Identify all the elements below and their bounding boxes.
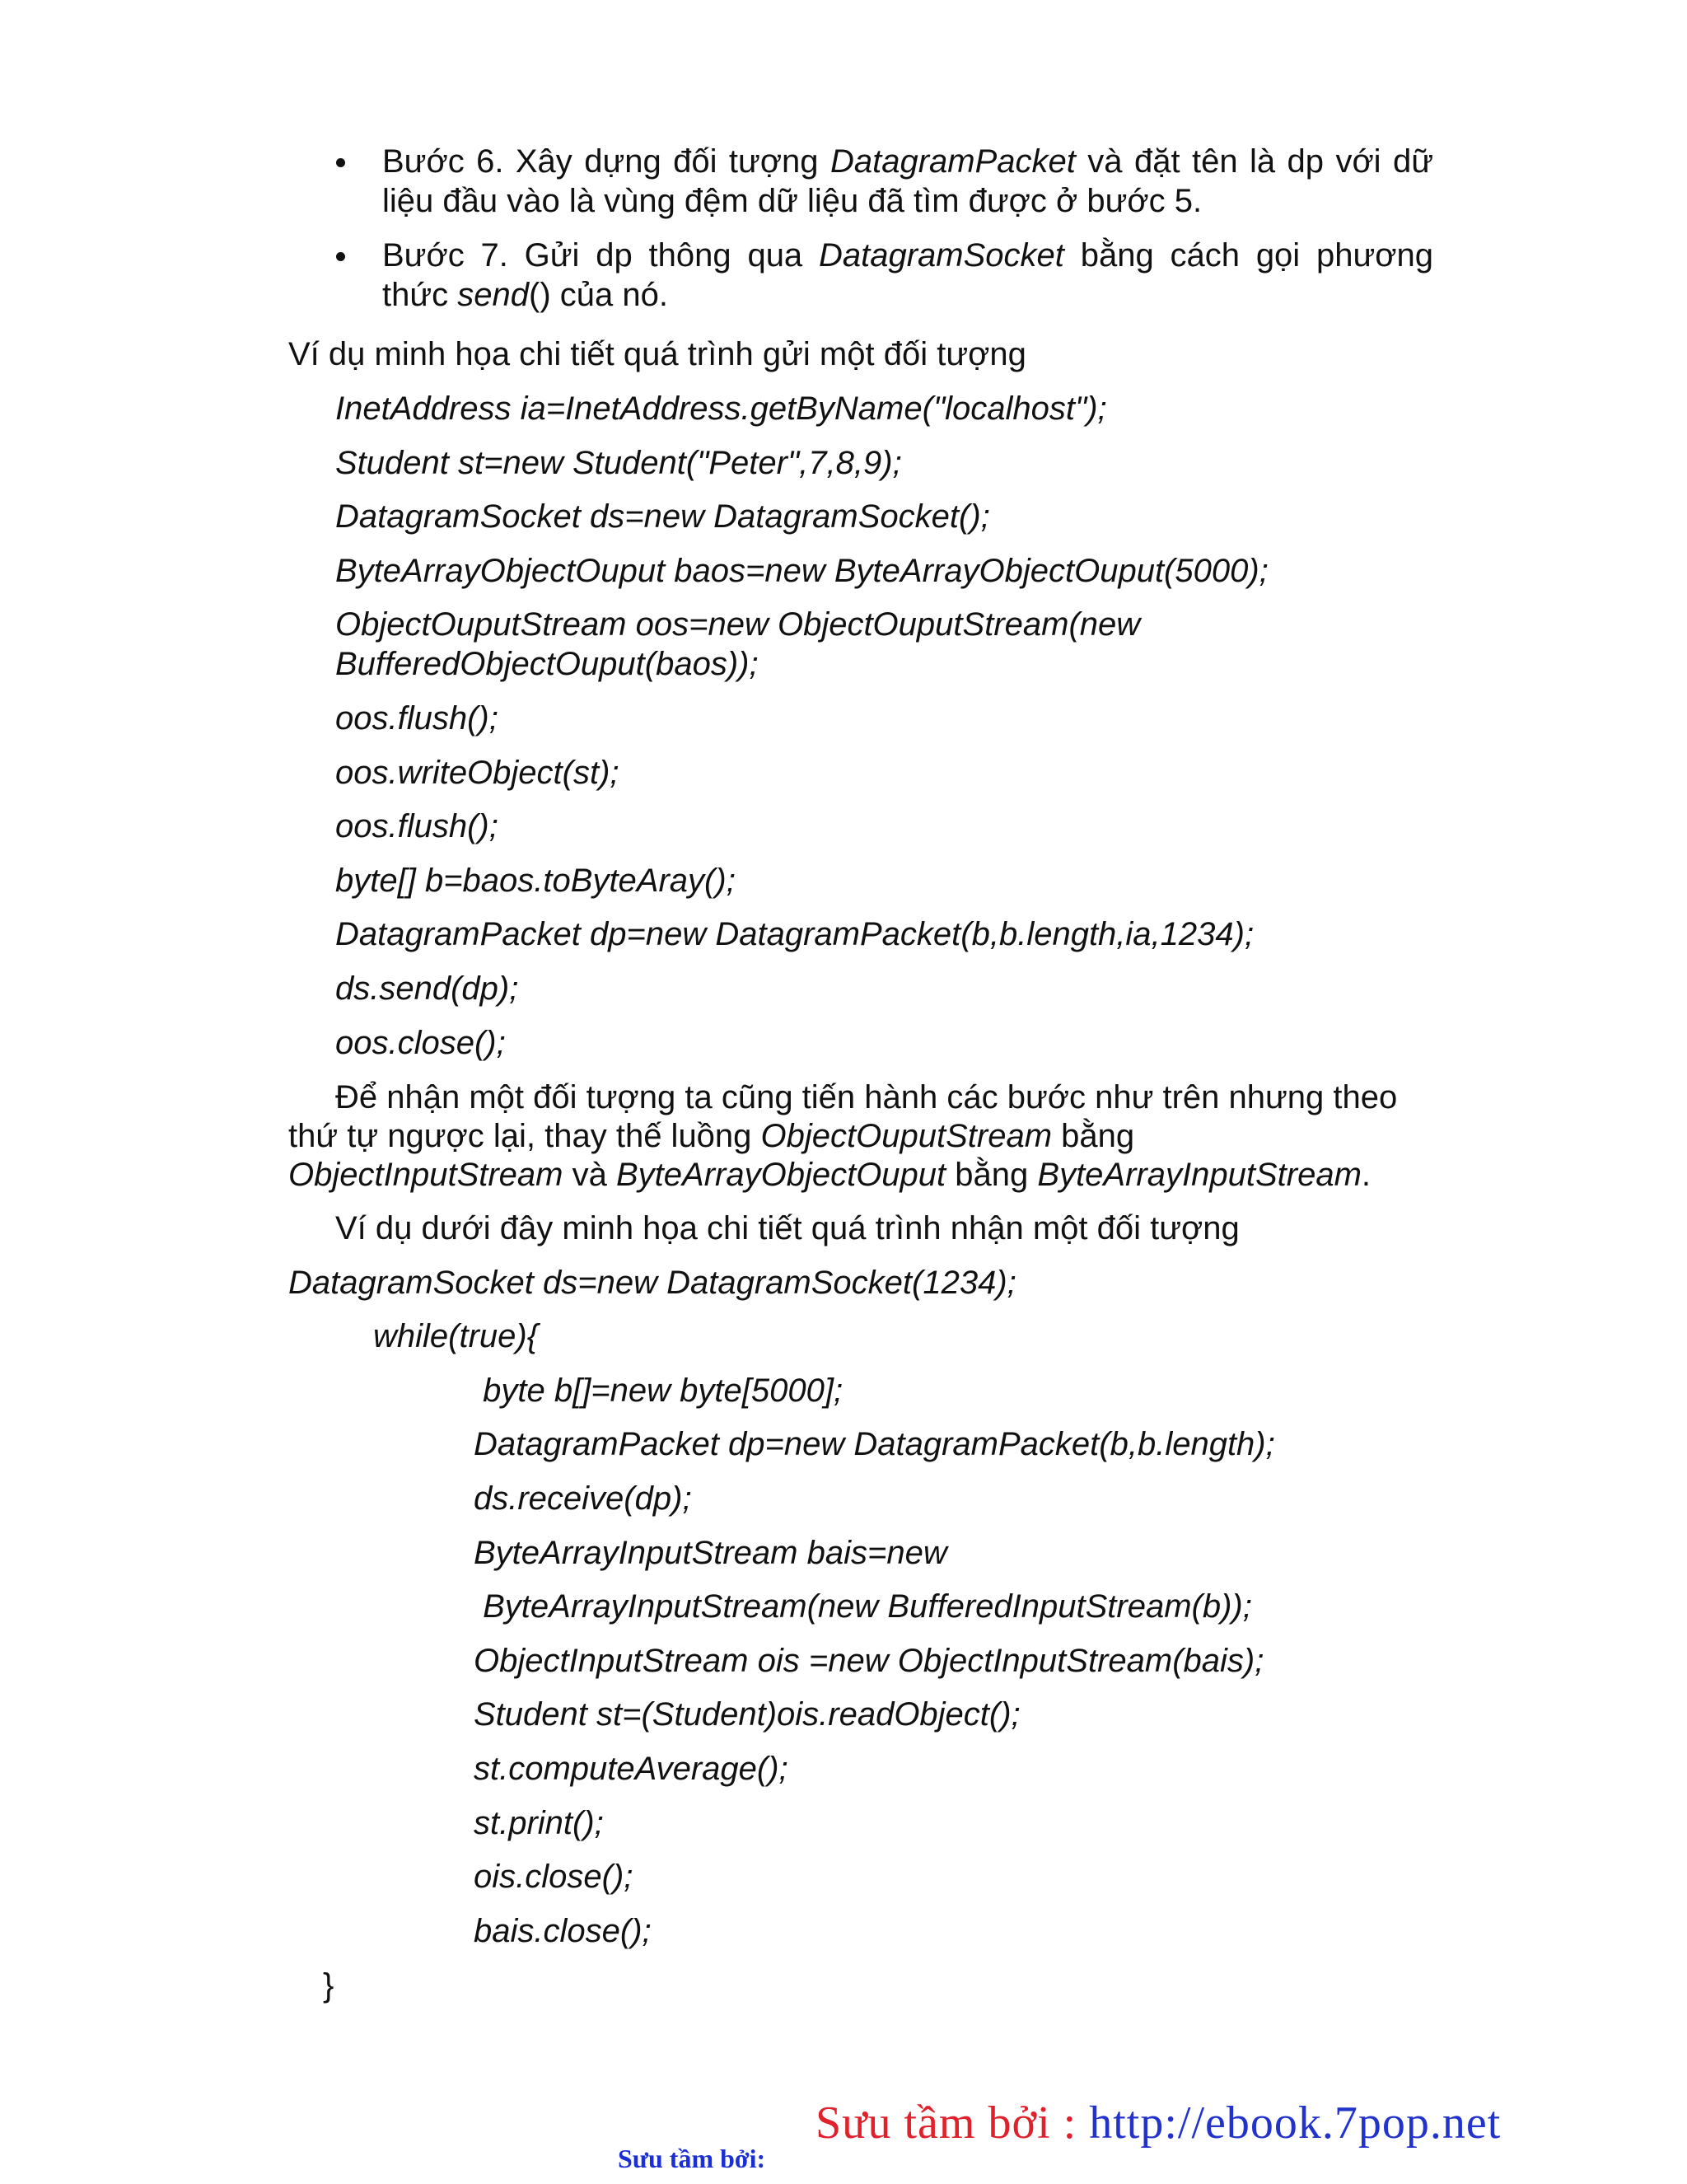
code-line: oos.writeObject(st); [335,755,619,791]
step-6-prefix: Bước 6. Xây dựng đối tượng [382,143,830,180]
text-run: bằng [946,1157,1038,1193]
text-run-em: ByteArrayObjectOuput [615,1157,946,1193]
text-run-em: ObjectOuputStream [760,1118,1053,1154]
text-run-em: ObjectInputStream [288,1157,563,1193]
step-7-item [329,236,1433,315]
text-run: . [1361,1157,1372,1193]
steps-list [329,142,1433,330]
code-line: st.computeAverage(); [474,1751,788,1787]
code-line: while(true){ [373,1318,539,1354]
text-run-em: ByteArrayInputStream [1037,1157,1362,1193]
footer-source-label: Sưu tầm bởi: [618,2144,766,2173]
code-line: st.print(); [474,1805,604,1841]
code-line: ByteArrayInputStream bais=new [474,1535,947,1571]
step-6-suffix: và đặt tên là dp với dữ liệu đầu vào là vùng đệm dữ liệu đã tìm được ở bước 5. [382,143,1434,219]
step-6-item [329,142,1433,221]
step-7-prefix: Bước 7. Gửi dp thông qua [382,237,819,274]
code-line: ds.send(dp); [335,970,519,1007]
code-line: byte b[]=new byte[5000]; [474,1373,844,1409]
bullet-icon [336,158,345,167]
text-run: bằng [1052,1118,1135,1154]
code-line: BufferedObjectOuput(baos)); [335,646,759,682]
code-line: byte[] b=baos.toByteAray(); [335,863,736,899]
code-line: InetAddress ia=InetAddress.getByName("localhost"); [335,391,1107,427]
bullet-icon [336,252,345,261]
code-line: ObjectOuputStream oos=new ObjectOuputStream(new [335,606,1141,643]
receive-paragraph-line [288,1116,1134,1156]
code-line: ByteArrayObjectOuput baos=new ByteArrayObjectOuput(5000); [335,553,1269,589]
code-line: oos.close(); [335,1025,506,1061]
code-line: DatagramSocket ds=new DatagramSocket(1234); [288,1265,1016,1301]
code-line: DatagramPacket dp=new DatagramPacket(b,b.length,ia,1234); [335,916,1255,952]
code-line: oos.flush(); [335,808,498,844]
send-example-intro: Ví dụ minh họa chi tiết quá trình gửi một đối tượng [288,336,1026,372]
code-line: DatagramPacket dp=new DatagramPacket(b,b.length); [474,1426,1275,1462]
receive-paragraph-line [288,1155,1371,1195]
step-7-suffix: () của nó. [529,277,668,313]
step-7-em2: send [457,277,529,313]
code-line: DatagramSocket ds=new DatagramSocket(); [335,498,990,535]
code-line: ois.close(); [474,1859,633,1895]
footer-watermark-url[interactable]: http://ebook.7pop.net [1089,2097,1502,2149]
receive-paragraph-line: Để nhận một đối tượng ta cũng tiến hành các bước như trên nhưng theo [335,1079,1398,1115]
step-7-mid: bằng cách gọi phương thức [382,237,1433,313]
code-line: Student st=new Student("Peter",7,8,9); [335,445,902,481]
step-7-em: DatagramSocket [819,237,1064,274]
code-line: ObjectInputStream ois =new ObjectInputStream(bais); [474,1643,1264,1679]
code-line: bais.close(); [474,1913,652,1949]
text-run: thứ tự ngược lại, thay thế luồng [288,1118,761,1154]
footer-watermark [815,2097,1501,2149]
code-line: oos.flush(); [335,700,498,737]
receive-example-intro: Ví dụ dưới đây minh họa chi tiết quá trình nhận một đối tượng [335,1210,1240,1246]
code-line: Student st=(Student)ois.readObject(); [474,1696,1021,1733]
text-run: và [563,1157,616,1193]
code-line: ds.receive(dp); [474,1480,692,1517]
footer-watermark-label: Sưu tầm bởi : [815,2097,1090,2149]
code-line: ByteArrayInputStream(new BufferedInputStream(b)); [474,1588,1252,1625]
step-6-em: DatagramPacket [829,143,1076,180]
code-line: } [323,1967,334,2004]
